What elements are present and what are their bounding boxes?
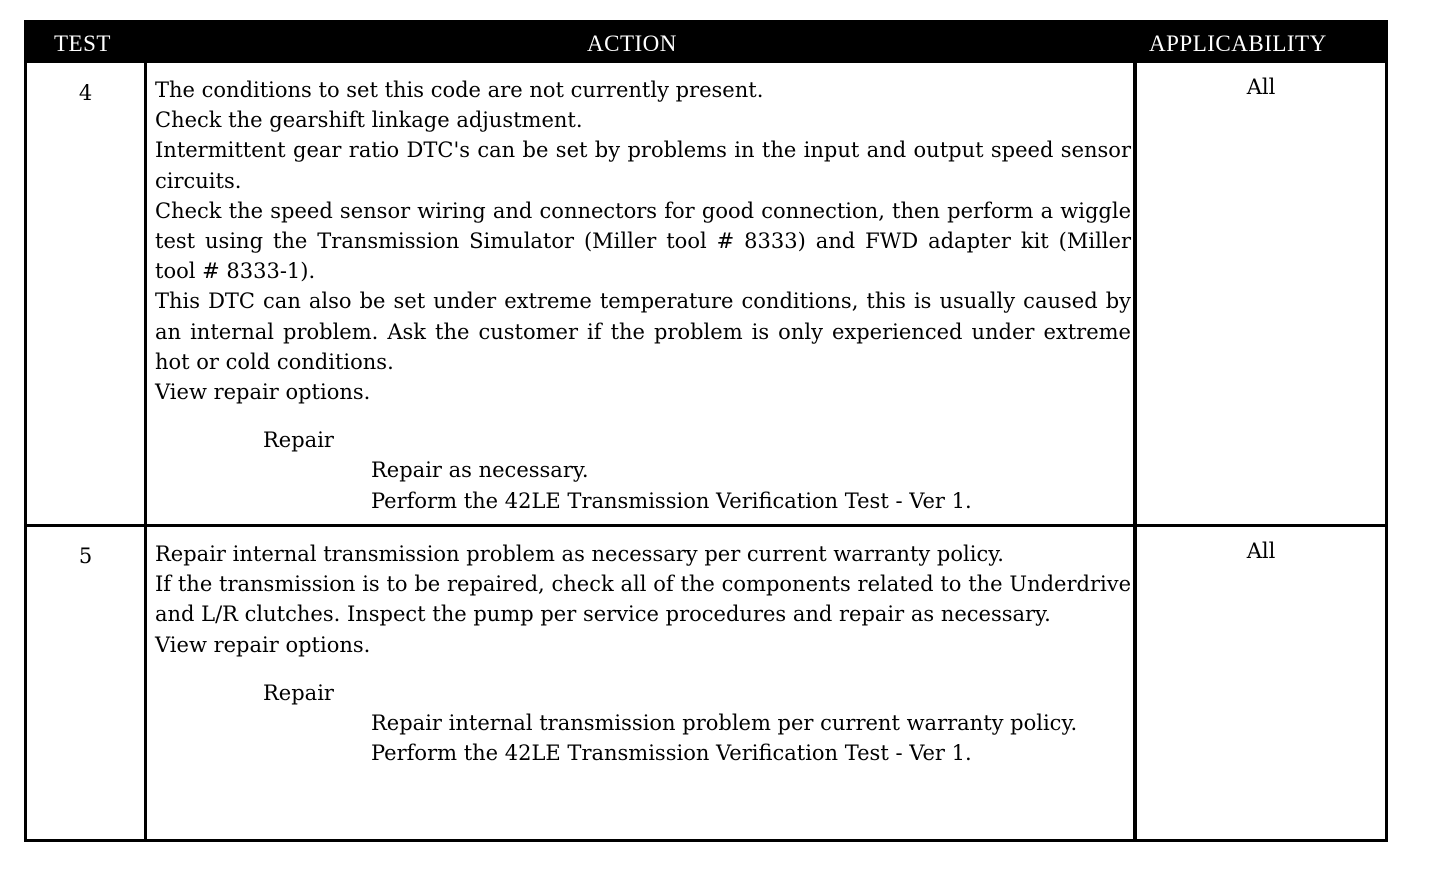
table-header [27, 23, 1385, 63]
column-divider [1133, 63, 1137, 839]
repair-item: Repair as necessary. [371, 458, 589, 483]
header-applicability: APPLICABILITY [1149, 31, 1327, 56]
applicability-value: All [1246, 539, 1276, 563]
view-repair-options: View repair options. [155, 632, 371, 657]
test-number: 4 [78, 81, 93, 105]
action-line: Check the speed sensor wiring and connectors for good connection, then perform a wiggle test using the Transmission Simulator (Miller tool # 8333) and FWD adapter kit (Miller tool # 8333-1). [155, 198, 1131, 284]
repair-item: Perform the 42LE Transmission Verification Test - Ver 1. [371, 488, 972, 513]
action-cell [155, 75, 1131, 516]
repair-item: Repair internal transmission problem per current warranty policy. [371, 711, 1078, 736]
row-divider [27, 524, 1385, 527]
header-action: ACTION [587, 31, 677, 56]
action-line: This DTC can also be set under extreme temperature conditions, this is usually caused by an internal problem. Ask the customer if the problem is only experienced under extreme hot or cold conditions. [155, 289, 1131, 374]
header-test: TEST [54, 31, 111, 56]
applicability-value: All [1246, 75, 1276, 99]
column-divider [144, 63, 147, 839]
action-line: Repair internal transmission problem as necessary per current warranty policy. [155, 542, 1004, 566]
repair-heading: Repair [263, 680, 334, 705]
action-line: If the transmission is to be repaired, check all of the components related to the Underdrive and L/R clutches. Inspect the pump per service procedures and repair as necessary. [155, 572, 1131, 627]
action-line: The conditions to set this code are not currently present. [155, 78, 764, 102]
repair-heading: Repair [263, 428, 334, 453]
action-line: Intermittent gear ratio DTC's can be set by problems in the input and output speed sensor circuits. [155, 138, 1131, 193]
action-cell [155, 539, 1131, 768]
action-line: Check the gearshift linkage adjustment. [155, 108, 583, 133]
repair-item: Perform the 42LE Transmission Verification Test - Ver 1. [371, 741, 972, 766]
test-number: 5 [78, 544, 93, 568]
diagnostic-table [24, 20, 1388, 842]
view-repair-options: View repair options. [155, 380, 371, 405]
